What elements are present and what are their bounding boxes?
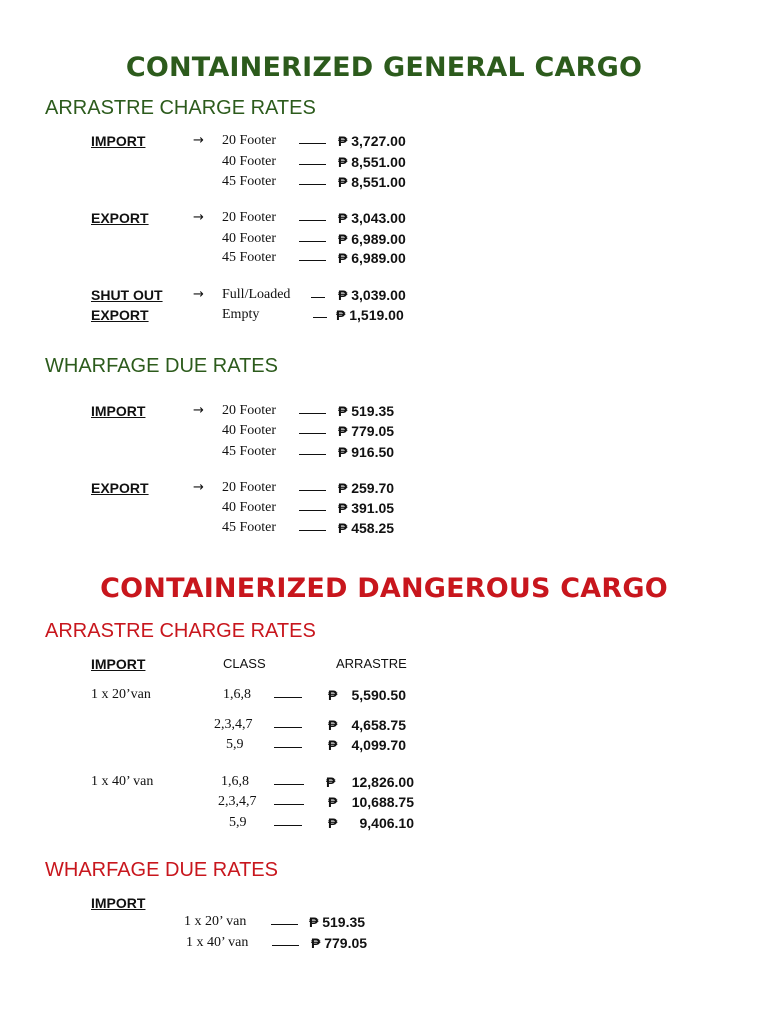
hazard-class: 5,9 — [226, 737, 244, 752]
general-wharfage-export-label: EXPORT — [91, 480, 149, 496]
general-arrastre-export-size: 40 Footer — [222, 231, 277, 246]
shutout-type: Full/Loaded — [222, 287, 291, 302]
arrow-right-icon: → — [193, 403, 204, 418]
dangerous-wharfage-import-label: IMPORT — [91, 895, 146, 911]
van-20-label: 1 x 20’van — [91, 687, 151, 702]
leader-dash — [271, 924, 298, 925]
shutout-amount: ₱ 1,519.00 — [336, 307, 404, 323]
general-wharfage-export-size: 40 Footer — [222, 500, 277, 515]
general-arrastre-import-amount: ₱ 8,551.00 — [338, 174, 406, 190]
general-arrastre-import-size: 40 Footer — [222, 154, 277, 169]
shutout-amount: ₱ 3,039.00 — [338, 287, 406, 303]
van-40-label: 1 x 40’ van — [91, 774, 154, 789]
general-wharfage-export-size: 45 Footer — [222, 520, 277, 535]
currency-symbol: ₱ — [328, 687, 338, 703]
leader-dash — [299, 413, 326, 414]
general-wharfage-export-amount: ₱ 259.70 — [338, 480, 395, 496]
dangerous-wharfage-heading: WHARFAGE DUE RATES — [45, 859, 278, 881]
dangerous-import-label: IMPORT — [91, 656, 146, 672]
shutout-type: Empty — [222, 307, 260, 322]
hazard-class: 1,6,8 — [221, 774, 249, 789]
dangerous-arrastre-heading: ARRASTRE CHARGE RATES — [45, 620, 316, 642]
leader-dash — [299, 530, 326, 531]
general-wharfage-import-size: 45 Footer — [222, 444, 277, 459]
arrastre-amount: 10,688.75 — [351, 794, 414, 810]
leader-dash — [299, 143, 326, 144]
arrow-right-icon: → — [193, 287, 204, 302]
leader-dash — [313, 317, 327, 318]
general-wharfage-import-amount: ₱ 916.50 — [338, 444, 395, 460]
wharfage-van-label: 1 x 20’ van — [184, 914, 247, 929]
leader-dash — [274, 727, 302, 728]
dangerous-cargo-title: CONTAINERIZED DANGEROUS CARGO — [100, 573, 668, 604]
wharfage-amount: ₱ 519.35 — [309, 914, 366, 930]
hazard-class: 1,6,8 — [223, 687, 251, 702]
general-arrastre-export-amount: ₱ 6,989.00 — [338, 231, 406, 247]
general-arrastre-import-amount: ₱ 8,551.00 — [338, 154, 406, 170]
leader-dash — [299, 241, 326, 242]
general-wharfage-export-amount: ₱ 458.25 — [338, 520, 395, 536]
arrastre-column-header: ARRASTRE — [336, 656, 407, 671]
general-wharfage-import-amount: ₱ 779.05 — [338, 423, 395, 439]
general-arrastre-import-amount: ₱ 3,727.00 — [338, 133, 406, 149]
currency-symbol: ₱ — [328, 737, 338, 753]
general-wharfage-import-size: 20 Footer — [222, 403, 277, 418]
wharfage-amount: ₱ 779.05 — [311, 935, 368, 951]
arrow-right-icon: → — [193, 133, 204, 148]
currency-symbol: ₱ — [326, 774, 336, 790]
leader-dash — [299, 454, 326, 455]
arrastre-amount: 12,826.00 — [351, 774, 414, 790]
leader-dash — [299, 510, 326, 511]
arrow-right-icon: → — [193, 210, 204, 225]
leader-dash — [299, 433, 326, 434]
general-arrastre-import-size: 20 Footer — [222, 133, 277, 148]
leader-dash — [299, 220, 326, 221]
leader-dash — [299, 164, 326, 165]
general-wharfage-import-size: 40 Footer — [222, 423, 277, 438]
currency-symbol: ₱ — [328, 794, 338, 810]
leader-dash — [274, 784, 304, 785]
currency-symbol: ₱ — [328, 717, 338, 733]
leader-dash — [274, 804, 304, 805]
general-arrastre-heading: ARRASTRE CHARGE RATES — [45, 97, 316, 119]
general-arrastre-import-label: IMPORT — [91, 133, 146, 149]
general-arrastre-export-amount: ₱ 6,989.00 — [338, 250, 406, 266]
general-wharfage-heading: WHARFAGE DUE RATES — [45, 355, 278, 377]
hazard-class: 2,3,4,7 — [218, 794, 257, 809]
wharfage-van-label: 1 x 40’ van — [186, 935, 249, 950]
leader-dash — [274, 697, 302, 698]
leader-dash — [274, 825, 302, 826]
arrastre-amount: 5,590.50 — [351, 687, 406, 703]
shutout-export-label: EXPORT — [91, 307, 149, 323]
leader-dash — [299, 260, 326, 261]
currency-symbol: ₱ — [328, 815, 338, 831]
leader-dash — [274, 747, 302, 748]
general-wharfage-export-size: 20 Footer — [222, 480, 277, 495]
general-wharfage-import-label: IMPORT — [91, 403, 146, 419]
leader-dash — [311, 297, 325, 298]
general-wharfage-import-amount: ₱ 519.35 — [338, 403, 395, 419]
general-arrastre-export-label: EXPORT — [91, 210, 149, 226]
general-arrastre-export-amount: ₱ 3,043.00 — [338, 210, 406, 226]
hazard-class: 5,9 — [229, 815, 247, 830]
general-wharfage-export-amount: ₱ 391.05 — [338, 500, 395, 516]
shutout-label: SHUT OUT — [91, 287, 163, 303]
arrastre-amount: 4,658.75 — [351, 717, 406, 733]
leader-dash — [272, 945, 299, 946]
class-column-header: CLASS — [223, 656, 266, 671]
general-arrastre-export-size: 45 Footer — [222, 250, 277, 265]
arrow-right-icon: → — [193, 480, 204, 495]
leader-dash — [299, 490, 326, 491]
general-arrastre-import-size: 45 Footer — [222, 174, 277, 189]
leader-dash — [299, 184, 326, 185]
hazard-class: 2,3,4,7 — [214, 717, 253, 732]
arrastre-amount: 4,099.70 — [351, 737, 406, 753]
general-arrastre-export-size: 20 Footer — [222, 210, 277, 225]
arrastre-amount: 9,406.10 — [359, 815, 414, 831]
general-cargo-title: CONTAINERIZED GENERAL CARGO — [125, 52, 643, 83]
